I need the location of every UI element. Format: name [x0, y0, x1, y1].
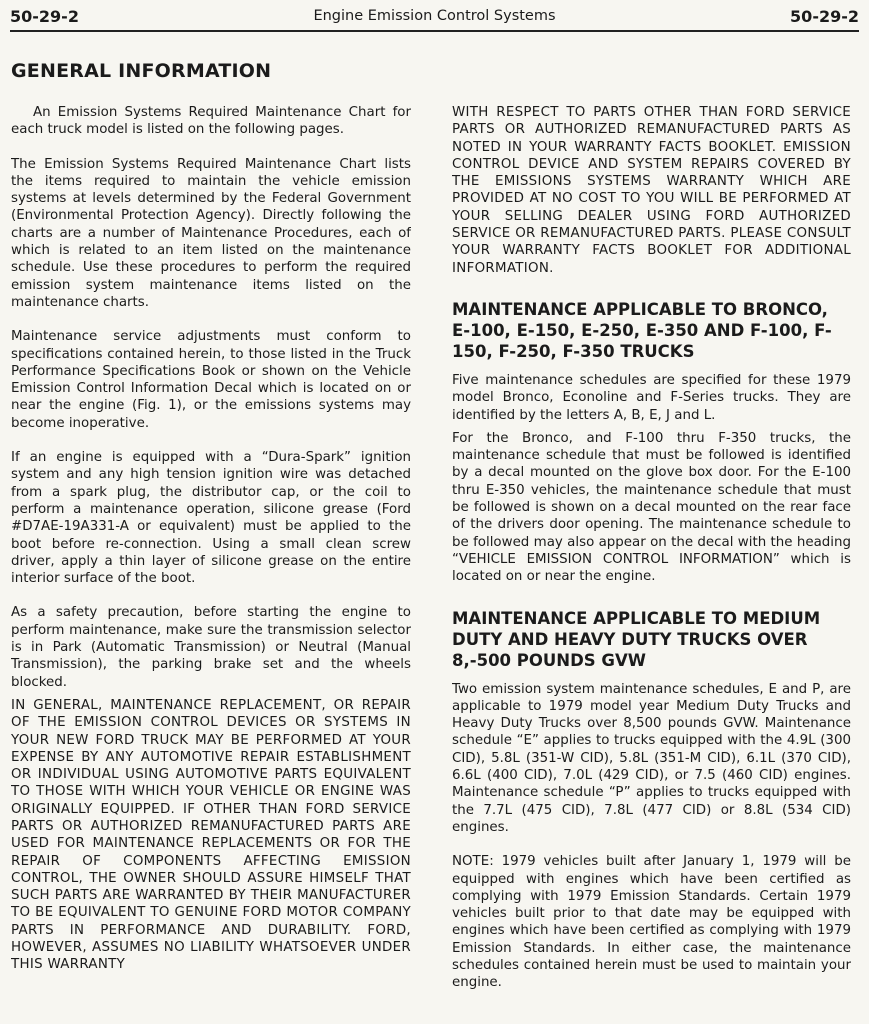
paragraph-chart-description: The Emission Systems Required Maintenance Chart lists the items required to maintain the vehicle emission systems at levels determined by the Federal Government (Environmental Protection Agency). Directly following the charts are a number of Maintenance Procedures, each of which is related to an item listed on the maintenance schedule. Use these procedures to perform the required emission system maintenance items listed on the maintenance charts. — [11, 156, 411, 310]
paragraph-adjustments: Maintenance service adjustments must conform to specifications contained herein, to those listed in the Truck Performance Specifications Book or shown on the Vehicle Emission Control Information Decal which is located on or near the engine (Fig. 1), or the emissions systems may become inoperative. — [11, 329, 411, 431]
paragraph-safety: As a safety precaution, before starting the engine to perform maintenance, make sure the transmission selector is in Park (Automatic Transmission) or Neutral (Manual Transmission), the parking brake set and the wheels blocked. — [11, 605, 411, 690]
heading-bronco-e-f-series: MAINTENANCE APPLICABLE TO BRONCO, E-100, E-150, E-250, E-350 AND F-100, F-150, F-250, F-350 TRUCKS — [452, 299, 832, 361]
paragraph-dura-spark: If an engine is equipped with a “Dura-Spark” ignition system and any high tension ignition wire was detached from a spark plug, the distributor cap, or the coil to perform a maintenance operation, silicone grease (Ford #D7AE-19A331-A or equivalent) must be applied to the boot before re-connection. Using a small clean screw driver, apply a thin layer of silicone grease on the entire interior surface of the boot. — [11, 450, 411, 587]
paragraph-warranty-continued: WITH RESPECT TO PARTS OTHER THAN FORD SERVICE PARTS OR AUTHORIZED REMANUFACTURED PARTS AS NOTED IN YOUR WARRANTY FACTS BOOKLET. EMISSION CONTROL DEVICE AND SYSTEM REPAIRS COVERED BY THE EMISSIONS SYSTEMS WARRANTY WHICH ARE PROVIDED AT NO COST TO YOU WILL BE PERFORMED AT YOUR SELLING DEALER USING FORD AUTHORIZED SERVICE OR REMANUFACTURED PARTS. PLEASE CONSULT YOUR WARRANTY FACTS BOOKLET FOR ADDITIONAL INFORMATION. — [452, 105, 851, 276]
heading-medium-heavy-duty: MAINTENANCE APPLICABLE TO MEDIUM DUTY AND HEAVY DUTY TRUCKS OVER 8,-500 POUNDS GVW — [452, 608, 821, 670]
paragraph-note: NOTE: 1979 vehicles built after January 1, 1979 will be equipped with engines which have been certified as complying with 1979 Emission Standards. Certain 1979 vehicles built prior to that date may be equipped with engines which have been certified as complying with 1979 Emission Standards. In either case, the maintenance schedules contained herein must be used to maintain your engine. — [452, 854, 851, 991]
page-number-right: 50-29-2 — [790, 7, 859, 26]
right-column — [452, 104, 851, 1018]
left-column — [11, 104, 411, 1018]
paragraph-decal-location: For the Bronco, and F-100 thru F-350 trucks, the maintenance schedule that must be followed is identified by a decal mounted on the glove box door. For the E-100 thru E-350 vehicles, the maintenance schedule that must be followed is shown on a decal mounted on the rear face of the drivers door opening. The maintenance schedule to be followed may also appear on the decal with the heading “VEHICLE EMISSION CONTROL INFORMATION” which is located on or near the engine. — [452, 430, 851, 585]
page-header-title: Engine Emission Control Systems — [313, 8, 556, 24]
page-header — [10, 4, 859, 32]
paragraph-warranty-notice: IN GENERAL, MAINTENANCE REPLACEMENT, OR REPAIR OF THE EMISSION CONTROL DEVICES OR SYSTEMS IN YOUR NEW FORD TRUCK MAY BE PERFORMED AT YOUR EXPENSE BY ANY AUTOMOTIVE REPAIR ESTABLISHMENT OR INDIVIDUAL USING AUTOMOTIVE PARTS EQUIVALENT TO THOSE WITH WHICH YOUR VEHICLE OR ENGINE WAS ORIGINALLY EQUIPPED. IF OTHER THAN FORD SERVICE PARTS OR AUTHORIZED REMANUFACTURED PARTS ARE USED FOR MAINTENANCE REPLACEMENTS OR FOR THE REPAIR OF COMPONENTS AFFECTING EMISSION CONTROL, THE OWNER SHOULD ASSURE HIMSELF THAT SUCH PARTS ARE WARRANTED BY THEIR MANUFACTURER TO BE EQUIVALENT TO GENUINE FORD MOTOR COMPANY PARTS IN PERFORMANCE AND DURABILITY. FORD, HOWEVER, ASSUMES NO LIABILITY WHATSOEVER UNDER THIS WARRANTY — [11, 697, 411, 973]
page-number-left: 50-29-2 — [10, 7, 79, 26]
paragraph-five-schedules: Five maintenance schedules are specified for these 1979 model Bronco, Econoline and F-Series trucks. They are identified by the letters A, B, E, J and L. — [452, 372, 851, 423]
section-heading-general-information: GENERAL INFORMATION — [11, 60, 272, 82]
paragraph-intro: An Emission Systems Required Maintenance Chart for each truck model is listed on the following pages. — [11, 105, 411, 138]
paragraph-two-schedules: Two emission system maintenance schedules, E and P, are applicable to 1979 model year Medium Duty Trucks and Heavy Duty Trucks over 8,500 pounds GVW. Maintenance schedule “E” applies to trucks equipped with the 4.9L (300 CID), 5.8L (351-W CID), 5.8L (351-M CID), 6.1L (370 CID), 6.6L (400 CID), 7.0L (429 CID), or 7.5 (460 CID) engines. Maintenance schedule “P” applies to trucks equipped with the 7.7L (475 CID), 7.8L (477 CID) or 8.8L (534 CID) engines. — [452, 681, 851, 835]
